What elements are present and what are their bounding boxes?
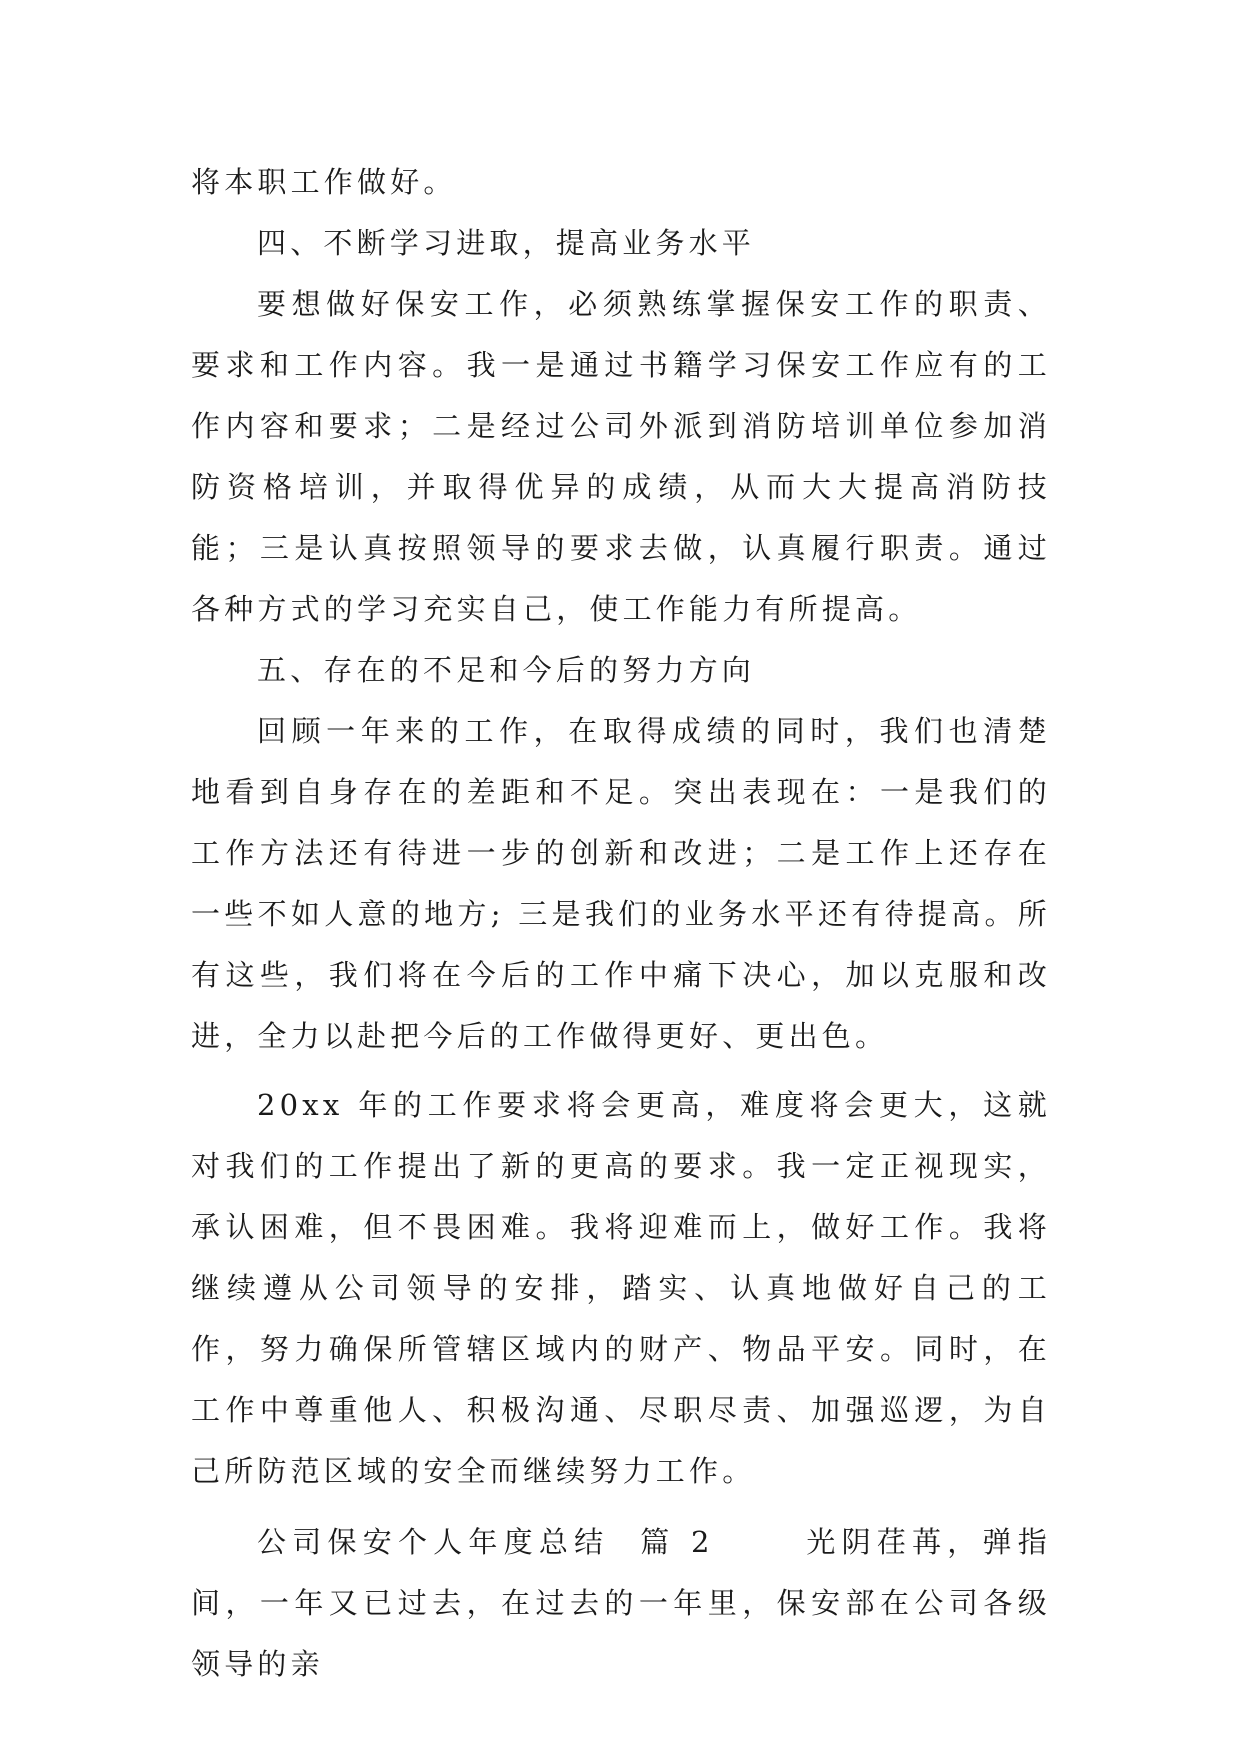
paragraph-outlook: 20xx 年的工作要求将会更高，难度将会更大，这就对我们的工作提出了新的更高的要求。我一定正视现实，承认困难，但不畏困难。我将迎难而上，做好工作。我将继续遵从公司领导的安排，踏实、认真地做好自己的工作，努力确保所管辖区域内的财产、物品平安。同时，在工作中尊重他人、积极沟通、尽职尽责、加强巡逻，为自己所防范区域的安全而继续努力工作。 xyxy=(191,1088,1051,1488)
paragraph-study: 要想做好保安工作，必须熟练掌握保安工作的职责、要求和工作内容。我一是通过书籍学习保安工作应有的工作内容和要求；二是经过公司外派到消防培训单位参加消防资格培训，并取得优异的成绩，从而大大提高消防技能；三是认真按照领导的要求去做，认真履行职责。通过各种方式的学习充实自己，使工作能力有所提高。 xyxy=(191,287,1051,626)
paragraph-continuation: 将本职工作做好。 xyxy=(191,165,457,199)
document-body xyxy=(191,152,1051,1695)
section-heading-5: 五、存在的不足和今后的努力方向 xyxy=(257,653,756,687)
paragraph-review: 回顾一年来的工作，在取得成绩的同时，我们也清楚地看到自身存在的差距和不足。突出表现在：一是我们的工作方法还有待进一步的创新和改进；二是工作上还存在一些不如人意的地方; 三是我们的业务水平还有待提高。所有这些，我们将在今后的工作中痛下决心，加以克服和改进，全力以赴把今后的工作做得更好、更出色。 xyxy=(191,714,1051,1053)
paragraph-article-2-start: 公司保安个人年度总结 篇 2 光阴荏苒，弹指间，一年又已过去，在过去的一年里，保安部在公司各级领导的亲 xyxy=(191,1525,1051,1681)
section-heading-4: 四、不断学习进取，提高业务水平 xyxy=(257,226,756,260)
